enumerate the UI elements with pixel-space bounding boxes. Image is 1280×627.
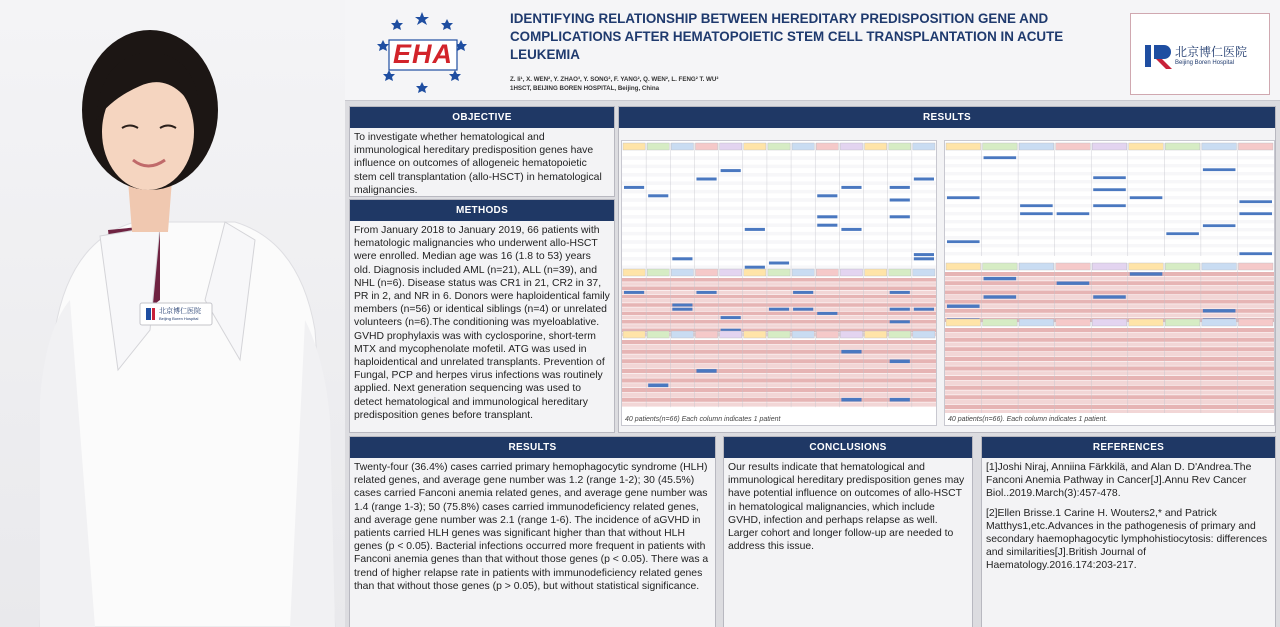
reference-item: [2]Ellen Brisse.1 Carine H. Wouters2,* and Patrick Matthys1,etc.Advances in the pathogenesis of primary and secondary haemophagocytic lymphohistiocytosis: differences and similarities[J].British Journal of Haematology.2016.174:203-217. [986,507,1268,572]
matrix-header-cell [946,263,981,270]
gene-mark [890,186,910,189]
matrix-row [945,184,1274,187]
matrix-row [622,393,936,397]
gene-mark [793,291,813,294]
matrix-row [945,347,1274,351]
matrix-row [945,395,1274,399]
matrix-row [945,180,1274,183]
matrix-row [945,220,1274,223]
matrix-row [622,369,936,373]
matrix-row [945,381,1274,385]
matrix-header-cell [647,269,669,276]
gene-mark [890,215,910,218]
matrix-row [945,281,1274,285]
gene-mark [914,257,934,260]
matrix-header-cell [1019,319,1054,326]
matrix-header-cell [1202,263,1237,270]
matrix-row [622,340,936,344]
matrix-header-cell [840,331,862,338]
gene-mark [914,178,934,181]
figure-left-caption: 40 patients(n=66) Each column indicates 1 patient [625,416,781,423]
matrix-row [945,362,1274,366]
matrix-row [622,378,936,382]
matrix-row [622,388,936,392]
gene-mark [841,186,861,189]
gene-mark [841,398,861,402]
matrix-row [945,160,1274,163]
matrix-header-cell [865,269,887,276]
matrix-row [622,278,936,282]
matrix-header-cell [1165,319,1200,326]
gene-mark [890,199,910,202]
matrix-header-cell [1056,263,1091,270]
gene-matrix-figure-left [621,140,937,426]
matrix-row [945,212,1274,215]
matrix-row [945,164,1274,167]
gene-mark [1130,196,1163,199]
matrix-row [622,177,936,181]
matrix-row [945,240,1274,243]
gene-mark [817,224,837,227]
matrix-header-cell [816,269,838,276]
matrix-header-cell [1092,143,1127,150]
matrix-row [945,196,1274,199]
matrix-header-cell [1019,143,1054,150]
matrix-row [622,253,936,257]
poster-authors: Z. li¹, X. WEN², Y. ZHAO³, Y. SONG², F. YANG², Q. WEN², L. FENG² T. WU² [510,76,719,83]
matrix-row [622,194,936,198]
matrix-row [622,350,936,354]
gene-mark [1093,176,1126,179]
matrix-header-cell [946,319,981,326]
matrix-header-cell [1092,319,1127,326]
eha-logo-text: EHA [392,39,453,69]
matrix-row [945,400,1274,404]
gene-mark [1020,212,1053,215]
matrix-row [622,364,936,368]
matrix-header-cell [695,331,717,338]
matrix-header-cell [889,331,911,338]
matrix-row [622,286,936,290]
gene-mark [624,186,644,189]
matrix-row [945,272,1274,276]
matrix-header-cell [1129,143,1164,150]
matrix-row [622,211,936,215]
references-list [982,458,1275,573]
figure-right-caption: 40 patients(n=66). Each column indicates 1 patient. [948,416,1108,423]
matrix-row [945,333,1274,337]
matrix-row [622,291,936,295]
matrix-header-cell [792,143,814,150]
matrix-row [945,252,1274,255]
matrix-header-cell [946,143,981,150]
conclusions-heading: CONCLUSIONS [724,437,972,458]
matrix-header-cell [865,143,887,150]
matrix-header-cell [983,143,1018,150]
matrix-row [622,249,936,253]
gene-matrix-right [945,141,1274,413]
gene-mark [745,266,765,269]
matrix-header-cell [671,143,693,150]
objective-heading: OBJECTIVE [350,107,614,128]
gene-mark [1020,204,1053,207]
matrix-header-cell [1019,263,1054,270]
matrix-row [622,402,936,406]
matrix-header-cell [889,143,911,150]
matrix-header-cell [623,143,645,150]
gene-mark [696,369,716,373]
matrix-header-cell [720,143,742,150]
gene-mark [1057,282,1090,285]
coat-badge-text: 北京博仁医院 [159,308,201,315]
gene-mark [890,291,910,294]
matrix-header-cell [1092,263,1127,270]
matrix-row [622,398,936,402]
gene-mark [841,350,861,354]
matrix-header-cell [1056,319,1091,326]
gene-mark [890,360,910,364]
coat-badge-sub: Beijing Boren Hospital [159,316,199,321]
matrix-header-cell [744,331,766,338]
matrix-row [945,390,1274,394]
gene-mark [672,257,692,260]
matrix-row [622,345,936,349]
matrix-header-cell [623,269,645,276]
gene-matrix-left [622,141,936,413]
gene-mark [769,262,789,265]
methods-heading: METHODS [350,200,614,221]
gene-mark [947,240,980,243]
gene-mark [1093,204,1126,207]
matrix-header-cell [913,331,935,338]
gene-mark [769,308,789,311]
gene-mark [672,308,692,311]
gene-mark [947,196,980,199]
matrix-row [622,232,936,236]
matrix-header-cell [1202,319,1237,326]
gene-mark [817,215,837,218]
matrix-row [622,295,936,299]
matrix-row [622,169,936,173]
matrix-row [622,198,936,202]
matrix-row [622,181,936,185]
poster-affiliation: 1HSCT, BEIJING BOREN HOSPITAL, Beijing, China [510,85,660,92]
matrix-row [945,352,1274,356]
matrix-row [622,316,936,320]
matrix-header-cell [913,143,935,150]
matrix-row [945,300,1274,304]
matrix-header-cell [768,269,790,276]
matrix-row [945,290,1274,294]
matrix-header-cell [647,331,669,338]
gene-mark [648,384,668,388]
hospital-logo-en: Beijing Boren Hospital [1175,60,1235,66]
matrix-header-cell [1056,143,1091,150]
hospital-logo-cn: 北京博仁医院 [1175,45,1248,59]
matrix-row [945,200,1274,203]
matrix-header-cell [889,269,911,276]
matrix-row [622,324,936,328]
gene-mark [1203,224,1236,227]
matrix-row [622,320,936,324]
matrix-row [945,371,1274,375]
gene-mark [696,291,716,294]
matrix-header-cell [671,331,693,338]
references-heading: REFERENCES [982,437,1275,458]
gene-mark [721,316,741,319]
matrix-row [622,160,936,164]
matrix-row [622,186,936,190]
matrix-row [945,232,1274,235]
matrix-header-cell [1238,319,1273,326]
gene-mark [984,295,1017,298]
matrix-header-cell [1165,143,1200,150]
matrix-header-cell [1129,319,1164,326]
matrix-row [945,192,1274,195]
matrix-row [945,152,1274,155]
matrix-row [622,312,936,316]
matrix-header-cell [768,143,790,150]
matrix-row [945,357,1274,361]
matrix-header-cell [744,143,766,150]
matrix-row [622,215,936,219]
matrix-row [622,190,936,194]
methods-section [349,199,615,433]
gene-mark [841,228,861,231]
matrix-row [945,286,1274,290]
poster-header [345,0,1280,101]
poster [345,0,1280,627]
matrix-row [945,244,1274,247]
matrix-row [945,228,1274,231]
matrix-header-cell [720,269,742,276]
matrix-header-cell [1165,263,1200,270]
matrix-row [622,207,936,211]
matrix-header-cell [695,269,717,276]
matrix-header-cell [1202,143,1237,150]
results-text-body: Twenty-four (36.4%) cases carried primary hemophagocytic syndrome (HLH) related genes, and average gene number was 1.2 (range 1-2); 30 (45.5%) cases carried Fanconi anemia related genes, and average gene number was 1.4 (range 1-3); 50 (75.8%) cases carried immunodeficiency related genes, and average gene number was 2.1 (range 1-6). The incidence of aGVHD in patients carried HLH genes was significant higher than that without HLH genes (p < 0.05). Bacterial infections occurred more frequent in patients with Fanconi anemia genes than that without those genes (p < 0.05). There was a trend of higher relapse rate in patients with immunodeficiency related genes than that without those genes (p > 0.05), but without statistical significance. [354,462,709,592]
conclusions-section [723,436,973,627]
gene-mark [1203,309,1236,312]
matrix-row [622,165,936,169]
matrix-row [945,338,1274,342]
matrix-header-cell [1238,143,1273,150]
matrix-row [622,359,936,363]
gene-mark [1239,212,1272,215]
gene-mark [1239,252,1272,255]
matrix-row [945,386,1274,390]
methods-body: From January 2018 to January 2019, 66 patients with hematologic malignancies who underwent allo-HSCT were enrolled. Median age was 16 (1.8 to 53) years old. Diagnosis included AML (n=21), ALL (n=39), and NHL (n=6). Disease status was CR1 in 21, CR2 in 37, PR in 2, and NR in 6. Donors were haploidentical family members (n=56) or identical siblings (n=4) or unrelated volunteers (n=6).The conditioning was myeloablative. GVHD prophylaxis was with cyclosporine, short-term MTX and mycophenolate mofetil. ATG was used in haploidentical and unrelated transplants. Prevention of Fungal, PCP and herpes virus infections was routinely applied. Next generation sequencing was used to detect hematological and immunological hereditary predisposition genes before transplant. [354,225,610,421]
results-text-heading: RESULTS [350,437,715,458]
matrix-row [622,219,936,223]
hospital-logo [1130,13,1270,95]
references-section [981,436,1276,627]
author-block [510,75,718,93]
matrix-row [622,156,936,160]
gene-mark [672,304,692,307]
conclusions-body: Our results indicate that hematological and immunological hereditary predisposition genes may have potential influence on outcomes of allo-HSCT in hematological malignancies, which include GVHD, infection and perhaps relapse as well. Larger cohort and longer follow-up are needed to address this issue. [728,462,965,553]
matrix-row [945,342,1274,346]
gene-mark [817,194,837,197]
results-figures-section [618,106,1276,433]
gene-mark [984,156,1017,159]
matrix-row [945,236,1274,239]
matrix-row [945,366,1274,370]
poster-title: IDENTIFYING RELATIONSHIP BETWEEN HEREDITARY PREDISPOSITION GENE AND COMPLICATIONS AFTER HEMATOPOIETIC STEM CELL TRANSPLANTATION IN ACUTE LEUKEMIA [510,11,1064,62]
matrix-row [622,202,936,206]
matrix-header-cell [865,331,887,338]
gene-mark [914,308,934,311]
matrix-row [622,173,936,177]
matrix-row [622,223,936,227]
gene-mark [1057,212,1090,215]
matrix-header-cell [816,331,838,338]
gene-mark [1166,232,1199,235]
matrix-header-cell [983,263,1018,270]
matrix-header-cell [792,269,814,276]
gene-mark [648,194,668,197]
matrix-row [622,236,936,240]
matrix-header-cell [913,269,935,276]
results-text-section [349,436,716,627]
gene-mark [745,228,765,231]
matrix-header-cell [623,331,645,338]
gene-mark [890,308,910,311]
matrix-header-cell [816,143,838,150]
matrix-row [622,383,936,387]
matrix-row [622,228,936,232]
gene-mark [793,308,813,311]
matrix-header-cell [983,319,1018,326]
results-figures-heading: RESULTS [619,107,1275,128]
gene-mark [1093,295,1126,298]
matrix-header-cell [671,269,693,276]
gene-mark [1093,188,1126,191]
matrix-row [945,208,1274,211]
matrix-row [622,152,936,156]
matrix-header-cell [768,331,790,338]
matrix-row [622,354,936,358]
matrix-row [945,376,1274,380]
gene-mark [984,277,1017,280]
matrix-row [945,405,1274,409]
eha-logo [375,10,470,96]
gene-mark [721,169,741,172]
matrix-row [945,410,1274,413]
gene-matrix-figure-right [944,140,1275,426]
matrix-header-cell [744,269,766,276]
matrix-row [622,374,936,378]
matrix-row [945,216,1274,219]
matrix-header-cell [840,143,862,150]
matrix-row [622,265,936,269]
gene-mark [817,312,837,315]
matrix-header-cell [720,331,742,338]
matrix-header-cell [1238,263,1273,270]
objective-section [349,106,615,197]
matrix-header-cell [647,143,669,150]
matrix-row [622,240,936,244]
matrix-header-cell [695,143,717,150]
matrix-row [622,282,936,286]
matrix-row [945,248,1274,251]
gene-mark [1130,272,1163,275]
objective-body: To investigate whether hematological and immunological hereditary predisposition genes have influence on outcomes of allogeneic hematopoietic stem cell transplantation (allo-HSCT) in hematological malignancies. [354,132,602,196]
matrix-row [945,172,1274,175]
gene-mark [914,253,934,256]
gene-mark [696,178,716,181]
gene-mark [624,291,644,294]
matrix-row [622,303,936,307]
reference-item: [1]Joshi Niraj, Anniina Färkkilä, and Alan D. D'Andrea.The Fanconi Anemia Pathway in Cancer[J].Annu Rev Cancer Biol..2019.March(3):457-478. [986,462,1252,500]
matrix-header-cell [792,331,814,338]
gene-mark [890,398,910,402]
matrix-row [945,304,1274,308]
gene-mark [890,320,910,323]
gene-mark [947,305,980,308]
gene-mark [1203,168,1236,171]
gene-mark [1239,200,1272,203]
matrix-header-cell [840,269,862,276]
matrix-row [622,244,936,248]
presenter-video [0,0,345,627]
matrix-row [622,299,936,303]
matrix-row [945,313,1274,317]
matrix-row [945,328,1274,332]
matrix-row [622,257,936,261]
matrix-header-cell [1129,263,1164,270]
